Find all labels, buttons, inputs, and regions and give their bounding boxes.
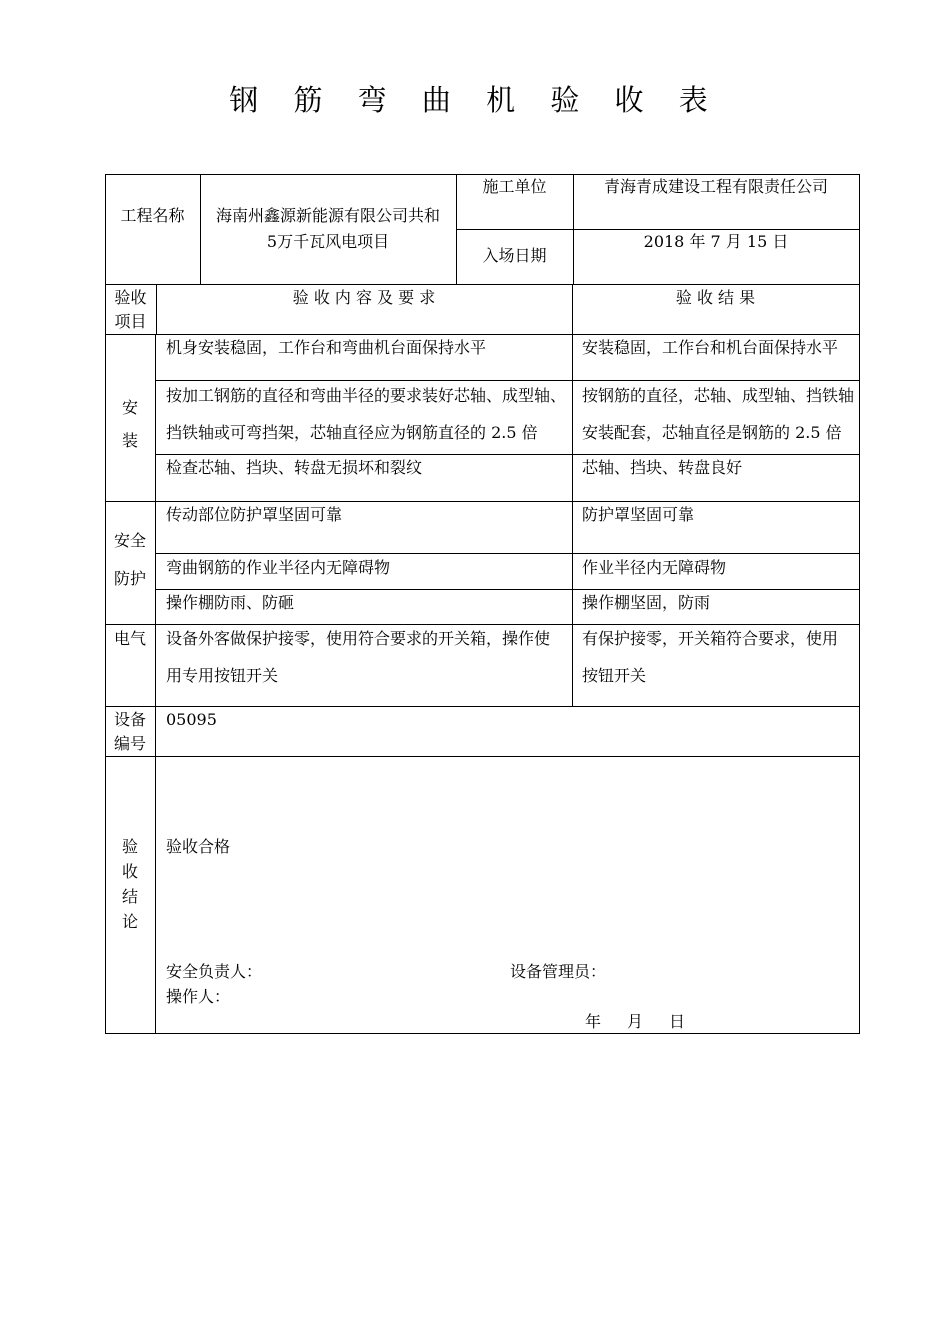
divider: [155, 380, 860, 381]
operator-signature-label: 操作人：: [166, 987, 231, 1006]
project-name-value-line1: 海南州鑫源新能源有限公司共和: [215, 206, 440, 225]
date-day: 日: [669, 1012, 686, 1031]
equipment-number-value: 05095: [166, 710, 217, 729]
conclusion-value: 验收合格: [166, 837, 231, 856]
divider: [155, 334, 156, 1034]
date-year: 年: [585, 1012, 602, 1031]
safety-content-3: 操作棚防雨、防砸: [166, 593, 295, 612]
conclusion-label-char-2: 收: [121, 862, 138, 881]
installation-content-2-line1: 按加工钢筋的直径和弯曲半径的要求装好芯轴、成型轴、: [166, 386, 567, 405]
divider: [105, 624, 860, 625]
divider: [200, 174, 201, 284]
installation-content-3: 检查芯轴、挡块、转盘无损坏和裂纹: [166, 458, 423, 477]
divider: [105, 706, 860, 707]
entry-date-label: 入场日期: [482, 246, 547, 265]
electrical-label: 电气: [113, 629, 146, 648]
installation-label-line1: 安: [121, 398, 138, 417]
equipment-number-label-line1: 设备: [113, 710, 146, 729]
divider: [155, 589, 860, 590]
electrical-content-line1: 设备外客做保护接零，使用符合要求的开关箱，操作使: [166, 629, 551, 648]
safety-label-line1: 安全: [113, 531, 146, 550]
safety-lead-signature-label: 安全负责人：: [166, 962, 263, 981]
project-name-value-line2: 5万千瓦风电项目: [266, 232, 390, 251]
conclusion-label-char-3: 结: [121, 887, 138, 906]
table-border-right: [859, 174, 860, 1034]
result-column-header: 验 收 结 果: [675, 288, 756, 307]
installation-result-1: 安装稳固，工作台和机台面保持水平: [582, 338, 839, 357]
table-border-top: [105, 174, 860, 175]
equipment-manager-signature-label: 设备管理员：: [510, 962, 607, 981]
content-column-header: 验 收 内 容 及 要 求: [292, 288, 436, 307]
installation-result-2-line1: 按钢筋的直径，芯轴、成型轴、挡铁轴: [582, 386, 855, 405]
installation-content-1: 机身安装稳固，工作台和弯曲机台面保持水平: [166, 338, 487, 357]
construction-unit-value: 青海青成建设工程有限责任公司: [603, 177, 828, 196]
electrical-result-line1: 有保护接零，开关箱符合要求，使用: [582, 629, 839, 648]
item-column-header-line1: 验收: [114, 288, 147, 307]
divider: [105, 284, 860, 285]
safety-content-2: 弯曲钢筋的作业半径内无障碍物: [166, 558, 391, 577]
electrical-result-line2: 按钮开关: [582, 666, 647, 685]
date-month: 月: [627, 1012, 644, 1031]
divider: [105, 501, 860, 502]
installation-content-2-line2: 挡铁轴或可弯挡架，芯轴直径应为钢筋直径的 2.5 倍: [166, 423, 538, 442]
table-border-bottom: [105, 1033, 860, 1034]
document-title: 钢 筋 弯 曲 机 验 收 表: [229, 83, 721, 117]
safety-label-line2: 防护: [113, 569, 146, 588]
entry-date-value: 2018 年 7 月 15 日: [643, 232, 789, 251]
divider: [155, 454, 860, 455]
divider: [105, 334, 860, 335]
divider: [105, 756, 860, 757]
equipment-number-label-line2: 编号: [113, 734, 146, 753]
safety-result-2: 作业半径内无障碍物: [582, 558, 727, 577]
safety-result-1: 防护罩坚固可靠: [582, 505, 695, 524]
electrical-content-line2: 用专用按钮开关: [166, 666, 279, 685]
conclusion-label-char-1: 验: [121, 837, 138, 856]
divider: [456, 229, 860, 230]
safety-content-1: 传动部位防护罩坚固可靠: [166, 505, 343, 524]
divider: [155, 553, 860, 554]
safety-result-3: 操作棚坚固，防雨: [582, 593, 711, 612]
divider: [572, 284, 573, 706]
project-name-label: 工程名称: [120, 206, 185, 225]
installation-label-line2: 装: [121, 431, 138, 450]
item-column-header-line2: 项目: [114, 312, 147, 331]
installation-result-2-line2: 安装配套，芯轴直径是钢筋的 2.5 倍: [582, 423, 842, 442]
conclusion-label-char-4: 论: [121, 912, 138, 931]
construction-unit-label: 施工单位: [482, 177, 547, 196]
installation-result-3: 芯轴、挡块、转盘良好: [582, 458, 743, 477]
